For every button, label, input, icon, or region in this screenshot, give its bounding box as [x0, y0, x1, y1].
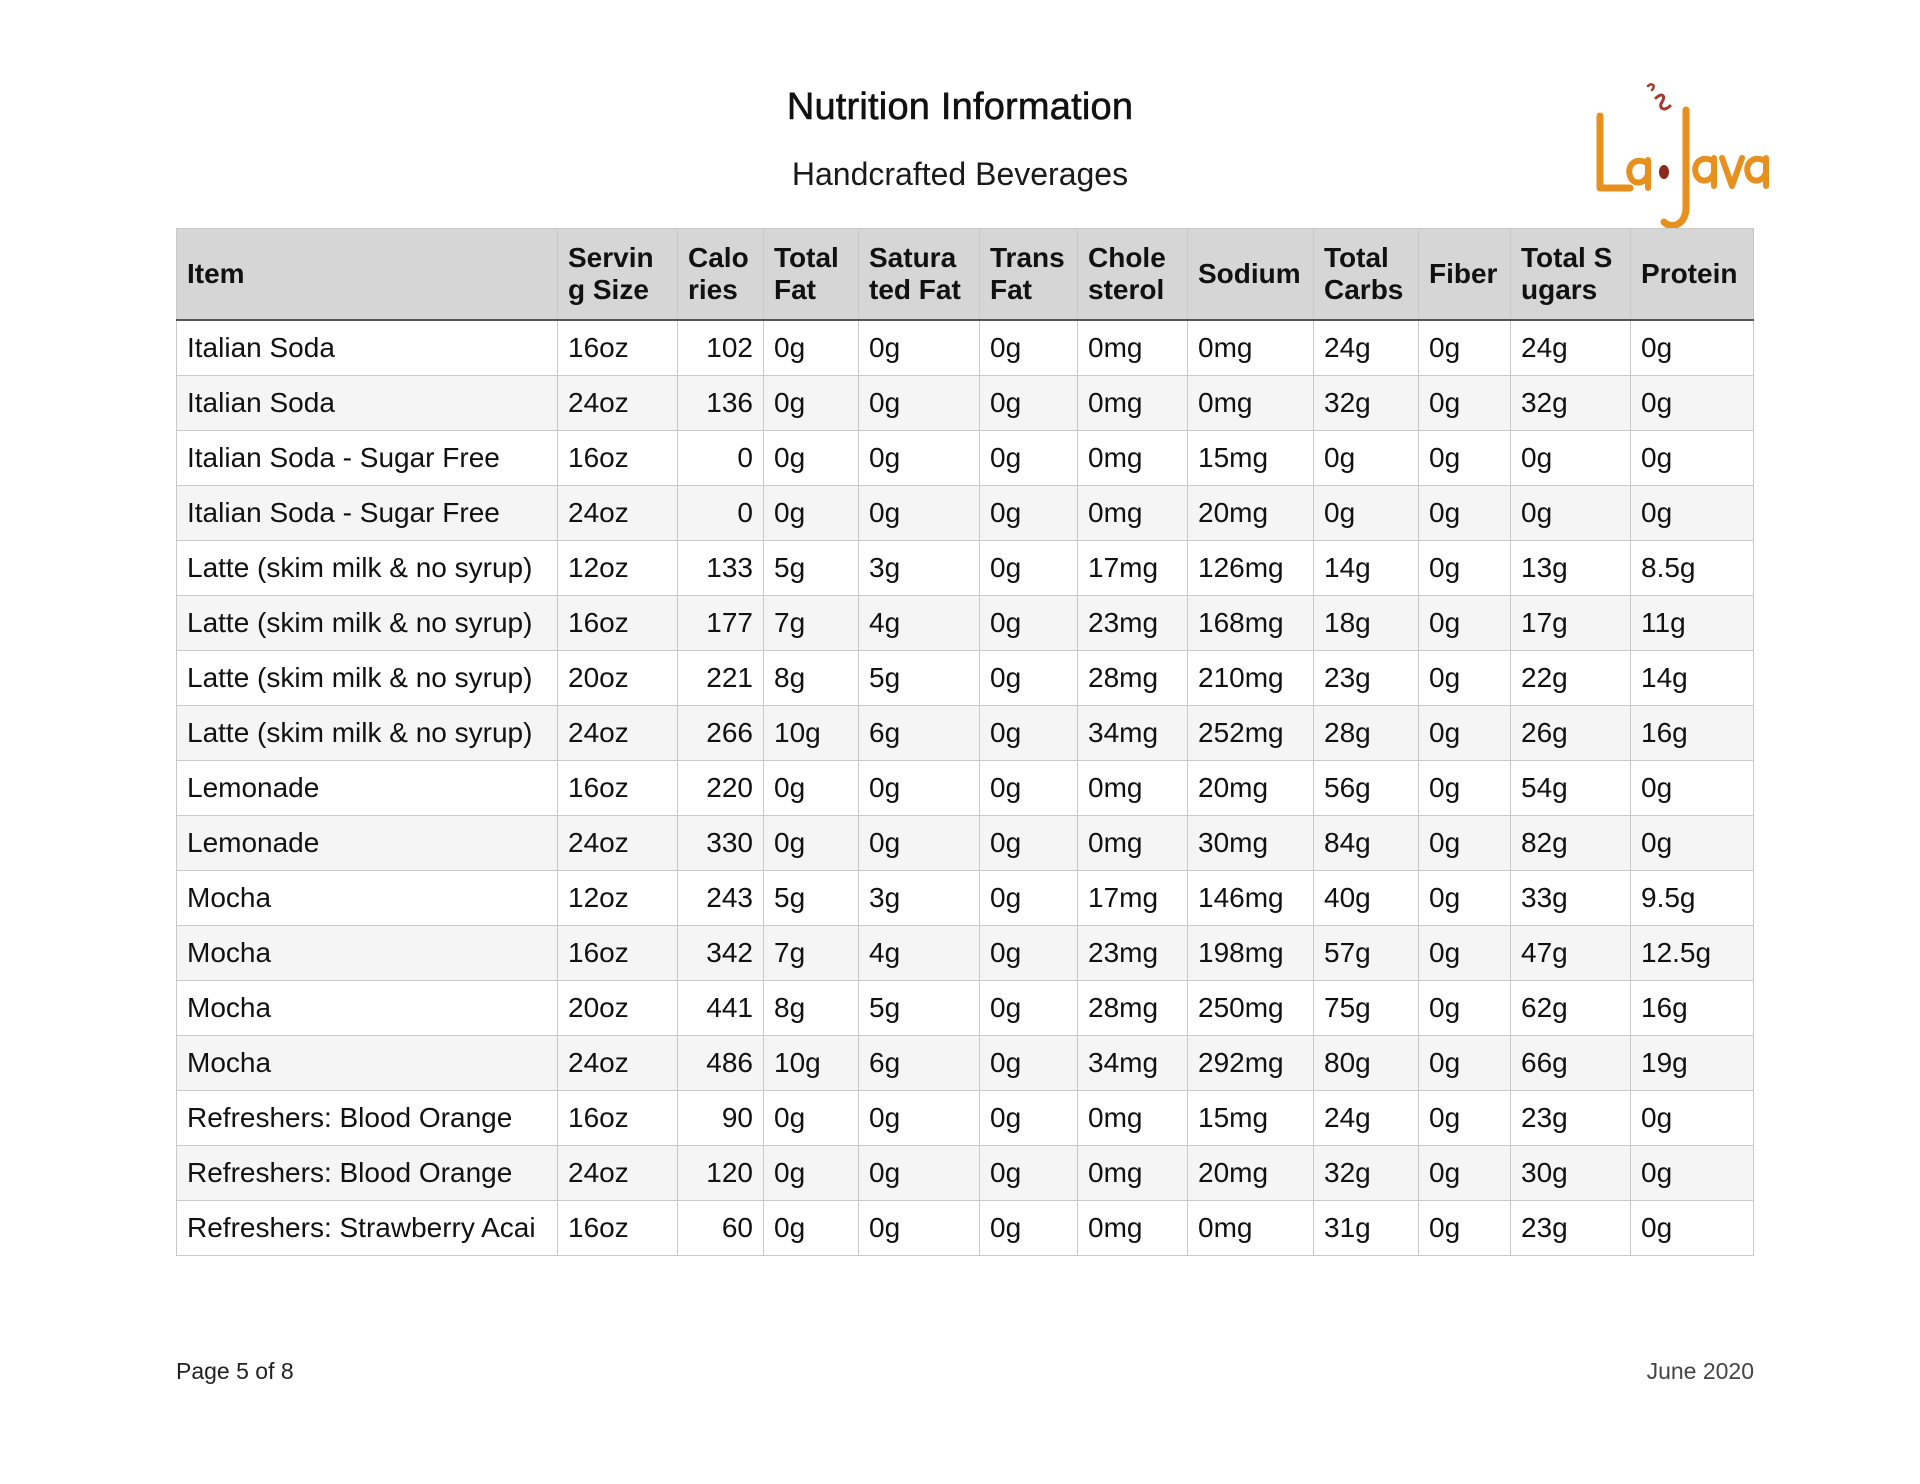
nutrient-cell: 3g	[859, 541, 980, 596]
nutrient-cell: 24oz	[558, 486, 678, 541]
nutrient-cell: 0g	[980, 1091, 1078, 1146]
nutrient-cell: 5g	[764, 871, 859, 926]
nutrient-cell: 120	[678, 1146, 764, 1201]
nutrient-cell: 0g	[1419, 706, 1511, 761]
nutrient-cell: 0g	[1419, 596, 1511, 651]
nutrient-cell: 0mg	[1188, 320, 1314, 376]
nutrient-cell: 20mg	[1188, 761, 1314, 816]
nutrient-cell: 0g	[1631, 1146, 1754, 1201]
nutrient-cell: 11g	[1631, 596, 1754, 651]
nutrient-cell: 441	[678, 981, 764, 1036]
nutrient-cell: 198mg	[1188, 926, 1314, 981]
nutrient-cell: 0g	[764, 431, 859, 486]
nutrient-cell: 33g	[1511, 871, 1631, 926]
nutrient-cell: 8g	[764, 981, 859, 1036]
item-name-cell: Mocha	[177, 926, 558, 981]
column-header: Total Carbs	[1314, 229, 1419, 321]
nutrient-cell: 0g	[980, 596, 1078, 651]
item-name-cell: Italian Soda - Sugar Free	[177, 486, 558, 541]
nutrient-cell: 0g	[980, 320, 1078, 376]
nutrient-cell: 20mg	[1188, 486, 1314, 541]
nutrient-cell: 66g	[1511, 1036, 1631, 1091]
nutrient-cell: 28mg	[1078, 981, 1188, 1036]
nutrient-cell: 0mg	[1078, 431, 1188, 486]
nutrient-cell: 22g	[1511, 651, 1631, 706]
nutrient-cell: 168mg	[1188, 596, 1314, 651]
table-row	[177, 706, 1754, 761]
nutrient-cell: 14g	[1314, 541, 1419, 596]
nutrient-cell: 0g	[1419, 376, 1511, 431]
nutrient-cell: 20mg	[1188, 1146, 1314, 1201]
nutrient-cell: 0g	[1631, 816, 1754, 871]
nutrient-cell: 177	[678, 596, 764, 651]
table-row	[177, 596, 1754, 651]
item-name-cell: Mocha	[177, 1036, 558, 1091]
nutrient-cell: 0g	[764, 1201, 859, 1256]
table-row	[177, 320, 1754, 376]
nutrient-cell: 0g	[980, 1201, 1078, 1256]
nutrient-cell: 19g	[1631, 1036, 1754, 1091]
nutrient-cell: 330	[678, 816, 764, 871]
item-name-cell: Refreshers: Blood Orange	[177, 1146, 558, 1201]
nutrient-cell: 32g	[1511, 376, 1631, 431]
nutrient-cell: 0g	[859, 761, 980, 816]
nutrition-table	[176, 228, 1754, 1256]
nutrient-cell: 0g	[1419, 541, 1511, 596]
nutrient-cell: 10g	[764, 1036, 859, 1091]
nutrient-cell: 0g	[1631, 320, 1754, 376]
nutrient-cell: 4g	[859, 926, 980, 981]
table-row	[177, 376, 1754, 431]
nutrient-cell: 28mg	[1078, 651, 1188, 706]
column-header: Total Fat	[764, 229, 859, 321]
lajava-logo	[1590, 80, 1770, 230]
nutrient-cell: 24oz	[558, 816, 678, 871]
nutrient-cell: 30mg	[1188, 816, 1314, 871]
nutrient-cell: 133	[678, 541, 764, 596]
column-header: Item	[177, 229, 558, 321]
nutrient-cell: 0g	[1419, 816, 1511, 871]
nutrient-cell: 24oz	[558, 1146, 678, 1201]
nutrient-cell: 102	[678, 320, 764, 376]
nutrient-cell: 126mg	[1188, 541, 1314, 596]
table-row	[177, 981, 1754, 1036]
nutrient-cell: 16g	[1631, 981, 1754, 1036]
nutrient-cell: 0g	[980, 1036, 1078, 1091]
nutrient-cell: 23g	[1511, 1091, 1631, 1146]
nutrient-cell: 252mg	[1188, 706, 1314, 761]
table-row	[177, 651, 1754, 706]
nutrient-cell: 0g	[1314, 486, 1419, 541]
nutrient-cell: 0g	[1419, 320, 1511, 376]
item-name-cell: Lemonade	[177, 761, 558, 816]
nutrient-cell: 7g	[764, 596, 859, 651]
nutrient-cell: 40g	[1314, 871, 1419, 926]
nutrient-cell: 0	[678, 431, 764, 486]
nutrient-cell: 0mg	[1078, 1201, 1188, 1256]
nutrient-cell: 17mg	[1078, 871, 1188, 926]
nutrient-cell: 0g	[1419, 871, 1511, 926]
item-name-cell: Latte (skim milk & no syrup)	[177, 596, 558, 651]
nutrient-cell: 20oz	[558, 651, 678, 706]
nutrient-cell: 0g	[1631, 376, 1754, 431]
nutrient-cell: 0mg	[1078, 761, 1188, 816]
nutrient-cell: 0g	[1419, 981, 1511, 1036]
nutrient-cell: 0g	[980, 706, 1078, 761]
nutrient-cell: 17mg	[1078, 541, 1188, 596]
nutrient-cell: 15mg	[1188, 1091, 1314, 1146]
nutrient-cell: 62g	[1511, 981, 1631, 1036]
nutrient-cell: 16g	[1631, 706, 1754, 761]
nutrient-cell: 23mg	[1078, 926, 1188, 981]
nutrient-cell: 0g	[764, 486, 859, 541]
item-name-cell: Mocha	[177, 871, 558, 926]
nutrient-cell: 0g	[980, 431, 1078, 486]
nutrient-cell: 16oz	[558, 596, 678, 651]
column-header: Serving Size	[558, 229, 678, 321]
nutrient-cell: 24oz	[558, 1036, 678, 1091]
nutrient-cell: 0mg	[1078, 376, 1188, 431]
nutrient-cell: 0g	[764, 816, 859, 871]
nutrient-cell: 23mg	[1078, 596, 1188, 651]
table-row	[177, 816, 1754, 871]
nutrient-cell: 24g	[1314, 320, 1419, 376]
nutrient-cell: 17g	[1511, 596, 1631, 651]
nutrient-cell: 24g	[1511, 320, 1631, 376]
nutrient-cell: 292mg	[1188, 1036, 1314, 1091]
nutrient-cell: 0g	[1419, 431, 1511, 486]
nutrient-cell: 12oz	[558, 871, 678, 926]
nutrient-cell: 146mg	[1188, 871, 1314, 926]
nutrient-cell: 90	[678, 1091, 764, 1146]
nutrient-cell: 16oz	[558, 926, 678, 981]
nutrient-cell: 0g	[764, 376, 859, 431]
nutrient-cell: 34mg	[1078, 706, 1188, 761]
nutrient-cell: 0g	[1631, 761, 1754, 816]
nutrient-cell: 56g	[1314, 761, 1419, 816]
nutrient-cell: 75g	[1314, 981, 1419, 1036]
nutrient-cell: 23g	[1511, 1201, 1631, 1256]
nutrient-cell: 0g	[980, 541, 1078, 596]
nutrient-cell: 24oz	[558, 376, 678, 431]
nutrient-cell: 84g	[1314, 816, 1419, 871]
item-name-cell: Lemonade	[177, 816, 558, 871]
nutrient-cell: 0g	[764, 320, 859, 376]
column-header: Protein	[1631, 229, 1754, 321]
nutrient-cell: 13g	[1511, 541, 1631, 596]
nutrient-cell: 0g	[1511, 486, 1631, 541]
item-name-cell: Italian Soda	[177, 376, 558, 431]
nutrient-cell: 80g	[1314, 1036, 1419, 1091]
nutrient-cell: 342	[678, 926, 764, 981]
nutrient-cell: 0	[678, 486, 764, 541]
nutrition-table-wrapper	[176, 228, 1753, 1256]
nutrient-cell: 250mg	[1188, 981, 1314, 1036]
page-number: Page 5 of 8	[176, 1358, 294, 1384]
column-header: Chole sterol	[1078, 229, 1188, 321]
nutrient-cell: 0mg	[1078, 1146, 1188, 1201]
nutrient-cell: 0mg	[1188, 1201, 1314, 1256]
nutrient-cell: 31g	[1314, 1201, 1419, 1256]
nutrient-cell: 221	[678, 651, 764, 706]
nutrient-cell: 0g	[980, 816, 1078, 871]
nutrient-cell: 243	[678, 871, 764, 926]
item-name-cell: Mocha	[177, 981, 558, 1036]
nutrient-cell: 0g	[764, 761, 859, 816]
nutrient-cell: 5g	[859, 981, 980, 1036]
nutrient-cell: 266	[678, 706, 764, 761]
nutrient-cell: 0g	[980, 981, 1078, 1036]
nutrient-cell: 32g	[1314, 376, 1419, 431]
nutrient-cell: 24oz	[558, 706, 678, 761]
nutrient-cell: 14g	[1631, 651, 1754, 706]
item-name-cell: Latte (skim milk & no syrup)	[177, 651, 558, 706]
table-row	[177, 761, 1754, 816]
nutrient-cell: 8g	[764, 651, 859, 706]
item-name-cell: Italian Soda - Sugar Free	[177, 431, 558, 486]
item-name-cell: Refreshers: Strawberry Acai	[177, 1201, 558, 1256]
nutrient-cell: 0g	[980, 486, 1078, 541]
nutrient-cell: 0g	[859, 431, 980, 486]
nutrient-cell: 0g	[980, 1146, 1078, 1201]
nutrient-cell: 0mg	[1188, 376, 1314, 431]
nutrient-cell: 10g	[764, 706, 859, 761]
nutrient-cell: 0g	[1419, 1036, 1511, 1091]
nutrient-cell: 0g	[1511, 431, 1631, 486]
nutrient-cell: 12.5g	[1631, 926, 1754, 981]
nutrient-cell: 5g	[764, 541, 859, 596]
nutrient-cell: 0g	[859, 376, 980, 431]
column-header: Trans Fat	[980, 229, 1078, 321]
nutrient-cell: 0g	[859, 1091, 980, 1146]
nutrient-cell: 0mg	[1078, 486, 1188, 541]
nutrient-cell: 54g	[1511, 761, 1631, 816]
column-header: Fiber	[1419, 229, 1511, 321]
nutrient-cell: 0g	[1419, 1091, 1511, 1146]
nutrient-cell: 0g	[1419, 651, 1511, 706]
nutrient-cell: 0g	[980, 376, 1078, 431]
nutrient-cell: 12oz	[558, 541, 678, 596]
item-name-cell: Italian Soda	[177, 320, 558, 376]
nutrient-cell: 0g	[980, 761, 1078, 816]
table-row	[177, 541, 1754, 596]
table-row	[177, 431, 1754, 486]
table-row	[177, 1091, 1754, 1146]
nutrient-cell: 0g	[1631, 1091, 1754, 1146]
nutrient-cell: 136	[678, 376, 764, 431]
page-title: Nutrition Information	[786, 86, 1134, 128]
header-row	[177, 229, 1754, 321]
nutrient-cell: 15mg	[1188, 431, 1314, 486]
item-name-cell: Refreshers: Blood Orange	[177, 1091, 558, 1146]
table-row	[177, 1146, 1754, 1201]
nutrient-cell: 7g	[764, 926, 859, 981]
nutrient-cell: 16oz	[558, 761, 678, 816]
document-date: June 2020	[1646, 1358, 1754, 1384]
table-header	[177, 229, 1754, 321]
nutrient-cell: 16oz	[558, 320, 678, 376]
nutrient-cell: 23g	[1314, 651, 1419, 706]
nutrient-cell: 0g	[1419, 926, 1511, 981]
table-body	[177, 320, 1754, 1256]
column-header: Calo ries	[678, 229, 764, 321]
table-row	[177, 1036, 1754, 1091]
table-row	[177, 871, 1754, 926]
nutrient-cell: 9.5g	[1631, 871, 1754, 926]
nutrient-cell: 20oz	[558, 981, 678, 1036]
nutrient-cell: 30g	[1511, 1146, 1631, 1201]
nutrient-cell: 16oz	[558, 1201, 678, 1256]
nutrient-cell: 0g	[1631, 1201, 1754, 1256]
nutrient-cell: 24g	[1314, 1091, 1419, 1146]
nutrient-cell: 0g	[980, 651, 1078, 706]
nutrient-cell: 0g	[1314, 431, 1419, 486]
nutrient-cell: 60	[678, 1201, 764, 1256]
nutrient-cell: 3g	[859, 871, 980, 926]
nutrient-cell: 486	[678, 1036, 764, 1091]
nutrient-cell: 0g	[859, 1146, 980, 1201]
nutrient-cell: 0g	[859, 320, 980, 376]
item-name-cell: Latte (skim milk & no syrup)	[177, 706, 558, 761]
nutrient-cell: 28g	[1314, 706, 1419, 761]
nutrient-cell: 0g	[859, 486, 980, 541]
column-header: Satura ted Fat	[859, 229, 980, 321]
nutrient-cell: 0g	[764, 1146, 859, 1201]
column-header: Total Sugars	[1511, 229, 1631, 321]
table-row	[177, 926, 1754, 981]
nutrient-cell: 8.5g	[1631, 541, 1754, 596]
table-row	[177, 1201, 1754, 1256]
nutrient-cell: 0mg	[1078, 1091, 1188, 1146]
nutrient-cell: 18g	[1314, 596, 1419, 651]
item-name-cell: Latte (skim milk & no syrup)	[177, 541, 558, 596]
nutrient-cell: 16oz	[558, 1091, 678, 1146]
table-row	[177, 486, 1754, 541]
nutrient-cell: 0g	[1631, 486, 1754, 541]
page-subtitle: Handcrafted Beverages	[791, 156, 1129, 192]
nutrient-cell: 0g	[1419, 1201, 1511, 1256]
steam-icon	[1656, 95, 1670, 109]
nutrient-cell: 0g	[1419, 761, 1511, 816]
nutrient-cell: 16oz	[558, 431, 678, 486]
nutrient-cell: 34mg	[1078, 1036, 1188, 1091]
nutrient-cell: 5g	[859, 651, 980, 706]
nutrient-cell: 82g	[1511, 816, 1631, 871]
nutrient-cell: 0g	[859, 1201, 980, 1256]
nutrient-cell: 0g	[1419, 1146, 1511, 1201]
nutrient-cell: 4g	[859, 596, 980, 651]
nutrient-cell: 0g	[1631, 431, 1754, 486]
nutrient-cell: 32g	[1314, 1146, 1419, 1201]
nutrient-cell: 6g	[859, 1036, 980, 1091]
nutrient-cell: 0g	[980, 871, 1078, 926]
nutrient-cell: 0g	[980, 926, 1078, 981]
nutrient-cell: 6g	[859, 706, 980, 761]
column-header: Sodium	[1188, 229, 1314, 321]
nutrient-cell: 210mg	[1188, 651, 1314, 706]
nutrient-cell: 26g	[1511, 706, 1631, 761]
nutrient-cell: 47g	[1511, 926, 1631, 981]
nutrient-cell: 0mg	[1078, 816, 1188, 871]
nutrient-cell: 0g	[859, 816, 980, 871]
nutrient-cell: 0g	[1419, 486, 1511, 541]
nutrient-cell: 220	[678, 761, 764, 816]
nutrient-cell: 57g	[1314, 926, 1419, 981]
nutrient-cell: 0g	[764, 1091, 859, 1146]
nutrient-cell: 0mg	[1078, 320, 1188, 376]
